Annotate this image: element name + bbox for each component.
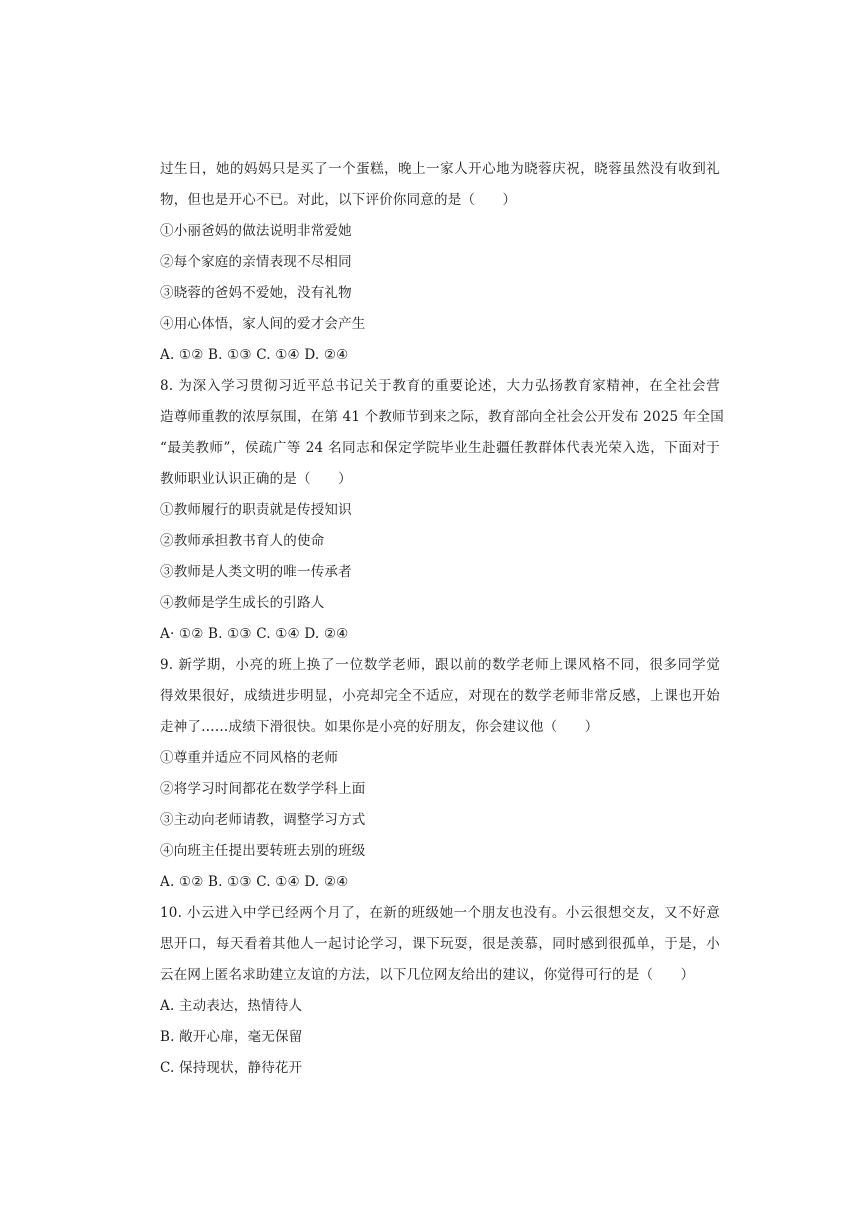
question-10-option-c: C. 保持现状，静待花开: [160, 1060, 303, 1076]
question-9-option-2: ②将学习时间都花在数学学科上面: [160, 781, 366, 797]
question-8-option-2: ②教师承担教书育人的使命: [160, 533, 325, 549]
question-9-answer-choices: A. ①② B. ①③ C. ①④ D. ②④: [160, 874, 349, 890]
question-7-option-3: ③晓蓉的爸妈不爱她，没有礼物: [160, 285, 352, 301]
question-7-option-4: ④用心体悟，家人间的爱才会产生: [160, 316, 366, 332]
question-9-text-line-3: 走神了……成绩下滑很快。如果你是小亮的好朋友，你会建议他（ ）: [160, 719, 599, 735]
question-8-text-line-3: “最美教师”，侯疏广等 24 名同志和保定学院毕业生赴疆任教群体代表光荣入选，下面对于: [160, 440, 720, 456]
question-10-option-a: A. 主动表达，热情待人: [160, 998, 303, 1014]
question-7-text-line-1: 过生日，她的妈妈只是买了一个蛋糕，晚上一家人开心地为晓蓉庆祝，晓蓉虽然没有收到礼: [160, 161, 720, 177]
question-7-answer-choices: A. ①② B. ①③ C. ①④ D. ②④: [160, 347, 349, 363]
question-10-option-b: B. 敞开心扉，毫无保留: [160, 1029, 303, 1045]
question-10-text-line-1: 10. 小云进入中学已经两个月了，在新的班级她一个朋友也没有。小云很想交友，又不好意: [160, 905, 720, 921]
question-8-answer-choices: A· ①② B. ①③ C. ①④ D. ②④: [160, 626, 349, 642]
question-7-option-2: ②每个家庭的亲情表现不尽相同: [160, 254, 352, 270]
question-9-text-line-1: 9. 新学期，小亮的班上换了一位数学老师，跟以前的数学老师上课风格不同，很多同学觉: [160, 657, 720, 673]
question-8-option-3: ③教师是人类文明的唯一传承者: [160, 564, 352, 580]
question-8-option-4: ④教师是学生成长的引路人: [160, 595, 325, 611]
question-7-option-1: ①小丽爸妈的做法说明非常爱她: [160, 223, 352, 239]
question-8-text-line-4: 教师职业认识正确的是（ ）: [160, 471, 352, 487]
question-9-text-line-2: 得效果很好，成绩进步明显，小亮却完全不适应，对现在的数学老师非常反感，上课也开始: [160, 688, 720, 704]
question-8-text-line-1: 8. 为深入学习贯彻习近平总书记关于教育的重要论述，大力弘扬教育家精神，在全社会营: [160, 378, 720, 394]
question-10-text-line-3: 云在网上匿名求助建立友谊的方法，以下几位网友给出的建议，你觉得可行的是（ ）: [160, 967, 695, 983]
question-7-text-line-2: 物，但也是开心不已。对此，以下评价你同意的是（ ）: [160, 192, 517, 208]
question-9-option-4: ④向班主任提出要转班去别的班级: [160, 843, 366, 859]
question-10-text-line-2: 思开口，每天看着其他人一起讨论学习，课下玩耍，很是羡慕，同时感到很孤单，于是，小: [160, 936, 720, 952]
question-9-option-1: ①尊重并适应不同风格的老师: [160, 750, 339, 766]
question-8-text-line-2: 造尊师重教的浓厚氛围，在第 41 个教师节到来之际，教育部向全社会公开发布 2025 年全国: [160, 409, 724, 425]
question-9-option-3: ③主动向老师请教，调整学习方式: [160, 812, 366, 828]
question-8-option-1: ①教师履行的职责就是传授知识: [160, 502, 352, 518]
